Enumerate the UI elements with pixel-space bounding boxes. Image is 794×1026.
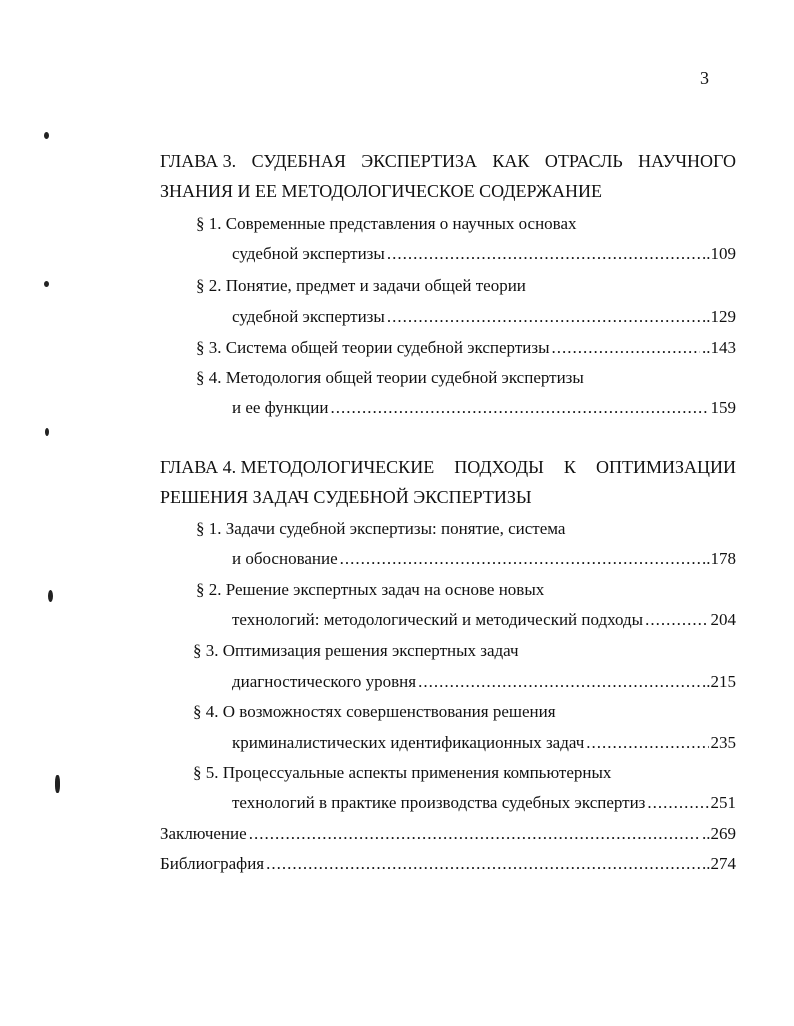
chapter-4-title-line-1 bbox=[160, 452, 736, 482]
toc-page-number: ..129 bbox=[702, 307, 736, 326]
toc-page-number: ..109 bbox=[702, 244, 736, 263]
toc-entry-text: криминалистических идентификационных задач bbox=[232, 733, 585, 752]
toc-entry-ch4-s5[interactable] bbox=[160, 763, 736, 823]
title-word: СУДЕБНАЯ bbox=[251, 151, 346, 171]
dot-leader bbox=[387, 244, 700, 264]
dot-leader bbox=[330, 398, 708, 418]
toc-entry-leader-line bbox=[232, 307, 736, 327]
toc-page-number: 235 bbox=[710, 733, 736, 752]
toc-entry-leader-line bbox=[232, 244, 736, 264]
toc-page-number: ..269 bbox=[702, 824, 736, 843]
dot-leader bbox=[552, 338, 701, 358]
toc-page-number: 204 bbox=[710, 610, 736, 629]
toc-entry-bibliography[interactable] bbox=[160, 854, 736, 884]
toc-entry-text: § 3. Система общей теории судебной экспертизы bbox=[196, 338, 550, 357]
toc-entry-heading: § 4. Методология общей теории судебной экспертизы bbox=[196, 368, 584, 387]
toc-entry-text: и ее функции bbox=[232, 398, 329, 417]
chapter-4-title bbox=[160, 452, 736, 512]
toc-page-number: 159 bbox=[710, 398, 736, 417]
scan-speck bbox=[44, 132, 49, 139]
dot-leader bbox=[387, 307, 700, 327]
toc-entry-text: Библиография bbox=[160, 854, 265, 873]
dot-leader bbox=[266, 854, 700, 874]
toc-entry-leader-line bbox=[232, 672, 736, 692]
dot-leader bbox=[645, 610, 708, 630]
toc-entry-leader-line bbox=[160, 824, 736, 844]
toc-entry-text: технологий в практике производства судебных экспертиз bbox=[232, 793, 646, 812]
chapter-4-title-line-2: РЕШЕНИЯ ЗАДАЧ СУДЕБНОЙ ЭКСПЕРТИЗЫ bbox=[160, 487, 532, 507]
title-word: ГЛАВА 3. bbox=[160, 151, 237, 171]
toc-entry-text: судебной экспертизы bbox=[232, 244, 385, 263]
toc-entry-text: судебной экспертизы bbox=[232, 307, 385, 326]
title-word: ГЛАВА 4. МЕТОДОЛОГИЧЕСКИЕ bbox=[160, 457, 435, 477]
toc-entry-leader-line bbox=[232, 610, 736, 630]
page-number: 3 bbox=[700, 68, 709, 88]
toc-entry-leader-line bbox=[232, 733, 736, 753]
toc-entry-heading: § 3. Оптимизация решения экспертных задач bbox=[193, 641, 519, 660]
toc-entry-leader-line bbox=[196, 338, 736, 358]
dot-leader bbox=[647, 793, 708, 813]
title-word: ПОДХОДЫ bbox=[454, 457, 544, 477]
dot-leader bbox=[249, 824, 700, 844]
scan-speck bbox=[55, 775, 60, 793]
scan-speck bbox=[48, 590, 53, 602]
toc-entry-leader-line bbox=[232, 793, 736, 813]
scan-speck bbox=[44, 281, 49, 287]
toc-entry-ch3-s3[interactable] bbox=[160, 338, 736, 368]
toc-entry-text: Заключение bbox=[160, 824, 247, 843]
title-word: ОПТИМИЗАЦИИ bbox=[595, 457, 736, 477]
toc-page-number: ..215 bbox=[702, 672, 736, 691]
toc-entry-heading: § 2. Решение экспертных задач на основе новых bbox=[196, 580, 545, 599]
title-word: К bbox=[563, 457, 576, 477]
toc-entry-ch3-s1[interactable] bbox=[160, 214, 736, 274]
chapter-3-title bbox=[160, 146, 736, 206]
title-word: НАУЧНОГО bbox=[638, 151, 736, 171]
toc-entry-leader-line bbox=[232, 549, 736, 569]
toc-entry-text: технологий: методологический и методический подходы bbox=[232, 610, 644, 629]
chapter-3-title-line-1 bbox=[160, 146, 736, 176]
toc-entry-ch4-s4[interactable] bbox=[160, 702, 736, 762]
title-word: КАК bbox=[492, 151, 530, 171]
toc-entry-conclusion[interactable] bbox=[160, 824, 736, 854]
toc-entry-text: и обоснование bbox=[232, 549, 338, 568]
toc-entry-leader-line bbox=[232, 398, 736, 418]
toc-entry-ch4-s1[interactable] bbox=[160, 519, 736, 579]
toc-page-number: 251 bbox=[710, 793, 736, 812]
toc-entry-ch4-s2[interactable] bbox=[160, 580, 736, 640]
toc-entry-heading: § 2. Понятие, предмет и задачи общей теории bbox=[196, 276, 526, 295]
toc-entry-heading: § 4. О возможностях совершенствования решения bbox=[193, 702, 556, 721]
title-word: ЭКСПЕРТИЗА bbox=[361, 151, 477, 171]
toc-page-number: ..274 bbox=[702, 854, 736, 873]
toc-page-number: ..178 bbox=[702, 549, 736, 568]
toc-entry-ch3-s4[interactable] bbox=[160, 368, 736, 428]
dot-leader bbox=[586, 733, 708, 753]
toc-entry-leader-line bbox=[160, 854, 736, 874]
scan-speck bbox=[45, 428, 49, 436]
toc-page-number: ..143 bbox=[702, 338, 736, 357]
dot-leader bbox=[418, 672, 700, 692]
chapter-3-title-line-2: ЗНАНИЯ И ЕЕ МЕТОДОЛОГИЧЕСКОЕ СОДЕРЖАНИЕ bbox=[160, 181, 602, 201]
title-word: ОТРАСЛЬ bbox=[544, 151, 623, 171]
toc-entry-text: диагностического уровня bbox=[232, 672, 417, 691]
toc-entry-ch3-s2[interactable] bbox=[160, 276, 736, 336]
toc-entry-ch4-s3[interactable] bbox=[160, 641, 736, 701]
toc-entry-heading: § 1. Задачи судебной экспертизы: понятие, система bbox=[196, 519, 566, 538]
dot-leader bbox=[340, 549, 700, 569]
toc-entry-heading: § 1. Современные представления о научных основах bbox=[196, 214, 577, 233]
toc-entry-heading: § 5. Процессуальные аспекты применения компьютерных bbox=[193, 763, 612, 782]
